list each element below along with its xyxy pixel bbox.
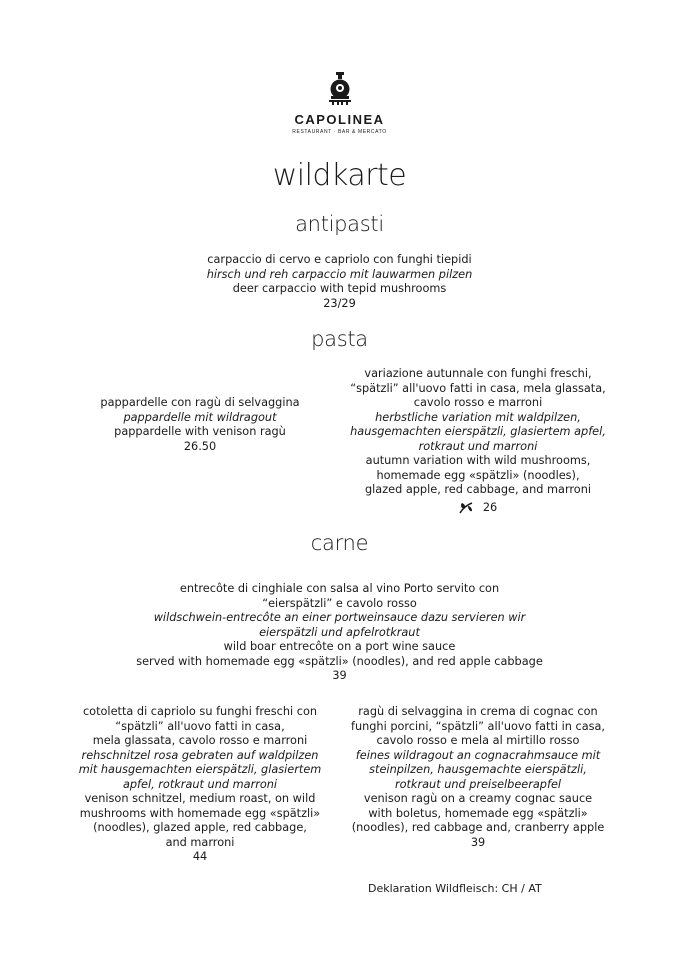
dish-name-de: hirsch und reh carpaccio mit lauwarmen pilzen — [206, 267, 473, 281]
dish-price-row — [350, 501, 606, 516]
dish-name-it-line: funghi porcini, “spätzli” all'uovo fatti in casa, — [350, 719, 606, 733]
dish-name-en-line: mushrooms with homemade egg «spätzli» — [79, 806, 321, 820]
dish-name-it-line: cotoletta di capriolo su funghi freschi con — [82, 705, 318, 718]
brand-name: CAPOLINEA — [294, 112, 385, 127]
dish-pappardelle — [90, 396, 310, 454]
dish-price: 39 — [470, 835, 486, 849]
dish-carpaccio — [0, 253, 679, 311]
dish-name-en: pappardelle with venison ragù — [114, 425, 286, 438]
dish-variazione — [350, 367, 606, 515]
dish-price: 26 — [482, 500, 498, 514]
dish-name-de-line: herbstliche variation mit waldpilzen, — [375, 410, 581, 424]
section-heading-pasta: pasta — [311, 327, 368, 351]
dish-name-it-line: “spätzli” all'uovo fatti in casa, mela glassata, — [350, 381, 606, 395]
dish-name-it-line: entrecôte di cinghiale con salsa al vino Porto servito con — [179, 582, 500, 595]
dish-name-de-line: rotkraut und preiselbeerapfel — [394, 777, 562, 791]
dish-name-en: deer carpaccio with tepid mushrooms — [232, 282, 447, 295]
meat-declaration: Deklaration Wildfleisch: CH / AT — [368, 882, 542, 895]
logo — [0, 72, 679, 110]
dish-name-it: pappardelle con ragù di selvaggina — [100, 396, 300, 409]
locomotive-logo-icon — [329, 72, 351, 106]
dish-name-it-line: cavolo rosso e marroni — [413, 396, 543, 409]
vegetarian-leaf-icon — [459, 502, 473, 514]
dish-name-de-line: rehschnitzel rosa gebraten auf waldpilzen — [81, 748, 319, 762]
dish-entrecote — [0, 582, 679, 684]
dish-name-de-line: hausgemachten eierspätzli, glasiertem apfel, — [350, 425, 606, 438]
dish-name-de-line: steinpilzen, hausgemachte eierspätzli, — [369, 763, 587, 776]
dish-name-en-line: wild boar entrecôte on a port wine sauce — [223, 640, 456, 653]
dish-name-it: carpaccio di cervo e capriolo con funghi tiepidi — [207, 253, 472, 266]
dish-price: 26.50 — [183, 439, 217, 453]
dish-name-de-line: mit hausgemachten eierspätzli, glasiertem — [78, 763, 322, 776]
dish-name-de-line: apfel, rotkraut und marroni — [122, 777, 278, 791]
dish-name-de-line: feines wildragout an cognacrahmsauce mit — [355, 748, 601, 762]
dish-name-it-line: mela glassata, cavolo rosso e marroni — [92, 734, 308, 747]
dish-name-en-line: (noodles), glazed apple, red cabbage, — [93, 821, 307, 834]
dish-name-it-line: cavolo rosso e mela al mirtillo rosso — [376, 734, 580, 747]
dish-name-it-line: “eierspätzli” e cavolo rosso — [262, 596, 417, 610]
section-heading-antipasti: antipasti — [295, 212, 384, 236]
dish-name-en-line: served with homemade egg «spätzli» (noodles), and red apple cabbage — [136, 654, 543, 668]
dish-name-de: pappardelle mit wildragout — [123, 410, 277, 424]
dish-cotoletta — [76, 705, 324, 865]
dish-name-en-line: and marroni — [165, 835, 235, 849]
dish-name-en-line: with boletus, homemade egg «spätzli» — [368, 806, 588, 820]
dish-price: 39 — [332, 669, 347, 682]
dish-name-it-line: variazione autunnale con funghi freschi, — [364, 367, 592, 380]
dish-ragu — [350, 705, 606, 850]
dish-name-en-line: venison schnitzel, medium roast, on wild — [84, 792, 316, 805]
dish-name-en-line: autumn variation with wild mushrooms, — [365, 454, 591, 467]
dish-name-en-line: glazed apple, red cabbage, and marroni — [364, 483, 592, 496]
dish-name-de-line: wildschwein-entrecôte an einer portweinsauce dazu servieren wir — [153, 611, 526, 624]
brand-subtitle: RESTAURANT · BAR & MERCATO — [292, 129, 387, 135]
page-title: wildkarte — [272, 158, 407, 193]
dish-name-it-line: ragù di selvaggina in crema di cognac con — [358, 705, 598, 718]
dish-price: 44 — [192, 850, 208, 863]
dish-name-en-line: homemade egg «spätzli» (noodles), — [376, 468, 580, 482]
dish-name-en-line: (noodles), red cabbage and, cranberry apple — [351, 821, 605, 834]
dish-name-de-line: eierspätzli und apfelrotkraut — [259, 625, 420, 639]
dish-price: 23/29 — [323, 296, 356, 310]
section-heading-carne: carne — [310, 531, 369, 555]
dish-name-it-line: “spätzli” all'uovo fatti in casa, — [115, 719, 285, 733]
dish-name-de-line: rotkraut und marroni — [418, 439, 538, 453]
dish-name-en-line: venison ragù on a creamy cognac sauce — [363, 792, 593, 805]
